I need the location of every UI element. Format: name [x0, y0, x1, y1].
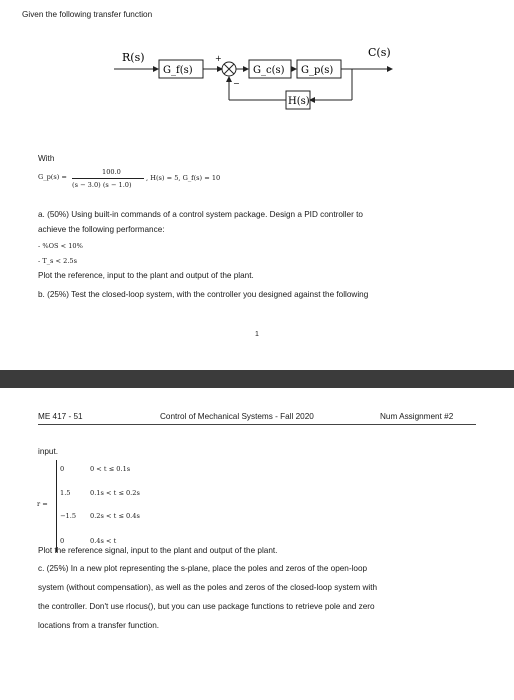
- header-right: Num Assignment #2: [380, 412, 454, 421]
- piece-value-2: −1.5: [60, 512, 77, 520]
- gc-label: G_c(s): [253, 65, 285, 76]
- plot-line-1: Plot the reference, input to the plant and output of the plant.: [38, 271, 254, 280]
- gp-numerator: 100.0: [102, 168, 121, 176]
- part-c-line3: the controller. Don't use rlocus(), but you can use package functions to retrieve pole and zero: [38, 602, 375, 611]
- plot-line-2: Plot the reference signal, input to the plant and output of the plant.: [38, 546, 278, 555]
- gp-lhs: G_p(s) =: [38, 173, 67, 181]
- header-center: Control of Mechanical Systems - Fall 2020: [160, 412, 314, 421]
- part-c-line4: locations from a transfer function.: [38, 621, 160, 630]
- fraction-bar: [72, 178, 144, 179]
- h-label: H(s): [288, 96, 310, 107]
- header-rule: [38, 424, 476, 425]
- piece-value-0: 0: [60, 465, 65, 473]
- spec-os: - %OS < 10%: [38, 242, 83, 250]
- piece-cond-0: 0 < t ≤ 0.1s: [90, 465, 131, 473]
- page-2: [0, 388, 514, 700]
- header-left: ME 417 - 51: [38, 412, 83, 421]
- part-a-line1: a. (50%) Using built-in commands of a control system package. Design a PID controller to: [38, 210, 363, 219]
- spec-ts: - T_s < 2.5s: [38, 257, 77, 265]
- block-diagram: [100, 42, 400, 114]
- gf-label: G_f(s): [163, 65, 193, 76]
- piece-cond-2: 0.2s < t ≤ 0.4s: [90, 512, 140, 520]
- plus-sign: +: [215, 54, 222, 63]
- piece-value-3: 0: [60, 537, 65, 545]
- page-number: 1: [255, 331, 259, 338]
- part-a-line2: achieve the following performance:: [38, 225, 165, 234]
- input-label: input.: [38, 447, 59, 456]
- part-c-line1: c. (25%) In a new plot representing the s-plane, place the poles and zeros of the open-loop: [38, 564, 368, 573]
- piece-cond-1: 0.1s < t ≤ 0.2s: [90, 489, 140, 497]
- intro-text: Given the following transfer function: [22, 10, 153, 19]
- gp-rest: , H(s) = 5, G_f(s) = 10: [146, 174, 221, 182]
- part-c-line2: system (without compensation), as well as the poles and zeros of the closed-loop system with: [38, 583, 378, 592]
- piecewise-brace: [56, 460, 57, 552]
- page-separator: [0, 370, 514, 388]
- part-b: b. (25%) Test the closed-loop system, with the controller you designed against the following: [38, 290, 369, 299]
- input-label: R(s): [122, 51, 145, 64]
- minus-sign: −: [233, 79, 240, 88]
- piece-cond-3: 0.4s < t: [90, 537, 117, 545]
- piece-value-1: 1.5: [60, 489, 71, 497]
- output-label: C(s): [368, 46, 391, 59]
- gp-denominator: (s − 3.0) (s − 1.0): [72, 181, 132, 189]
- with-label: With: [38, 154, 55, 163]
- r-lhs: r =: [37, 500, 48, 508]
- gp-label: G_p(s): [301, 65, 334, 76]
